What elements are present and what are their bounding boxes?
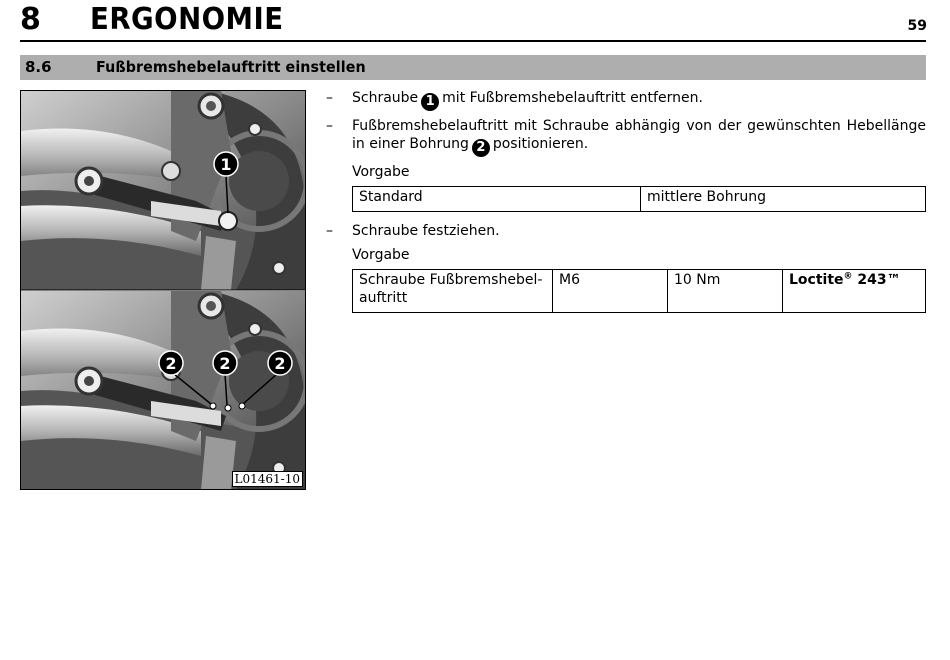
step-dash: –	[326, 118, 333, 134]
step-2	[326, 117, 926, 157]
callout-2-label-c: 2	[274, 354, 286, 373]
spec-1-cell-value: mittlere Bohrung	[641, 187, 926, 212]
chapter-number: 8	[20, 2, 42, 37]
header-rule	[20, 40, 926, 42]
chapter-heading	[20, 2, 300, 37]
callout-2-badges	[159, 351, 292, 375]
spec-2-cell-loctite	[783, 270, 926, 313]
table-row	[353, 270, 926, 313]
spec-2-label: Vorgabe	[352, 247, 410, 263]
spec-2-part-line-1: Schraube Fußbremshebel-	[359, 272, 543, 288]
instructions	[326, 89, 926, 323]
step-2-text-a: Fußbremshebelauftritt mit Schraube abhängig von der gewünschten Hebellänge in einer Bohrung	[352, 118, 926, 152]
callout-2-label-a: 2	[165, 354, 177, 373]
callout-2-icon: 2	[472, 139, 490, 157]
spec-2-table	[352, 269, 926, 313]
spec-2-cell-thread: M6	[553, 270, 668, 313]
spec-2-cell-torque: 10 Nm	[668, 270, 783, 313]
section-bar	[20, 55, 926, 80]
chapter-title: ERGONOMIE	[90, 2, 284, 37]
step-1	[326, 89, 926, 111]
spec-1-label: Vorgabe	[352, 164, 410, 180]
step-1-text-b: mit Fußbremshebelauftritt entfernen.	[442, 90, 703, 106]
callout-1-icon: 1	[421, 93, 439, 111]
loctite-number: 243™	[852, 272, 901, 288]
figure-photo	[21, 91, 305, 489]
step-3	[326, 222, 926, 240]
spec-2-part-line-2: auftritt	[359, 290, 408, 306]
step-dash: –	[326, 223, 333, 239]
table-row	[353, 187, 926, 212]
spec-2-cell-part	[353, 270, 553, 313]
section-title: Fußbremshebelauftritt einstellen	[96, 58, 366, 76]
callout-1-label: 1	[220, 155, 232, 174]
brake-lever-figure	[20, 90, 306, 490]
callout-2-label-b: 2	[219, 354, 231, 373]
figure-code: L01461-10	[232, 471, 303, 487]
screw-1-highlight	[219, 212, 237, 230]
spec-1-cell-standard: Standard	[353, 187, 641, 212]
spec-1-table	[352, 186, 926, 212]
loctite-name: Loctite	[789, 272, 844, 288]
step-dash: –	[326, 90, 333, 106]
page-number: 59	[907, 18, 927, 34]
section-number: 8.6	[25, 58, 52, 76]
step-3-text: Schraube festziehen.	[352, 223, 500, 239]
loctite-registered: ®	[843, 271, 853, 282]
step-1-text-a: Schraube	[352, 90, 419, 106]
step-2-text-b: positionieren.	[492, 136, 589, 152]
